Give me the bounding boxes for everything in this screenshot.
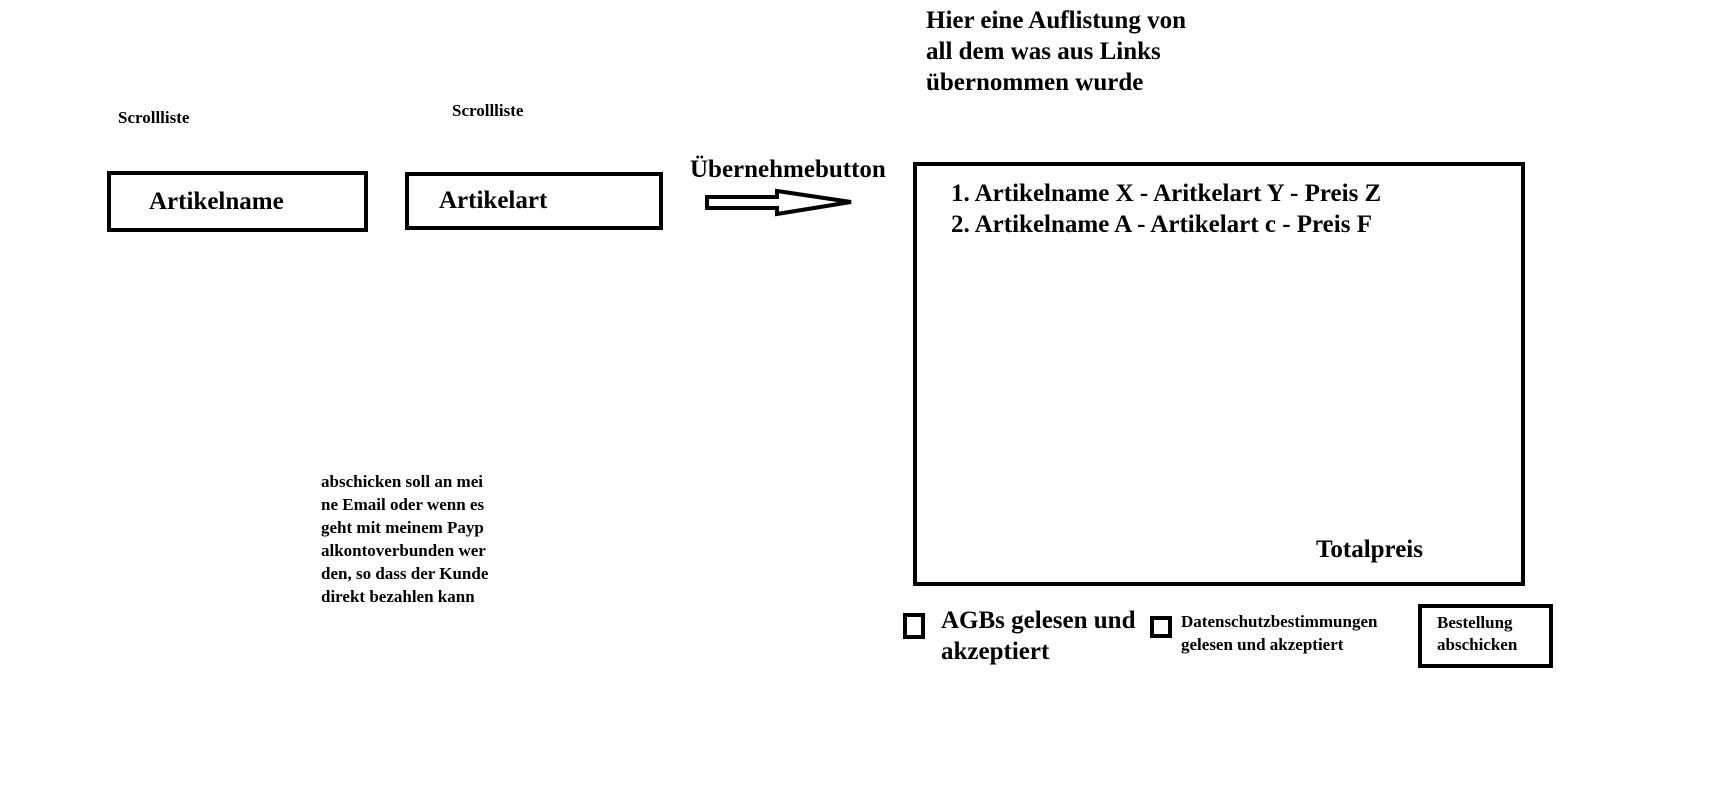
privacy-checkbox[interactable] — [1150, 616, 1172, 638]
scroll-list-label-articlename: Scrollliste — [118, 108, 190, 127]
list-item: 1. Artikelname X - Aritkelart Y - Preis Z — [951, 180, 1382, 207]
transfer-button[interactable] — [705, 188, 855, 218]
agb-checkbox-label: AGBs gelesen und akzeptiert — [941, 607, 1136, 665]
submit-order-button-label: Bestellung abschicken — [1437, 613, 1518, 654]
submission-note: abschicken soll an meine Email oder wenn es geht mit meinem Paypalkontoverbunden werden, so dass der Kunde direkt bezahlen kann — [321, 472, 489, 606]
overview-heading: Hier eine Auflistung von all dem was aus Links übernommen wurde — [926, 7, 1186, 96]
articlename-scroll-list[interactable] — [107, 171, 368, 232]
transfer-button-label: Übernehmebutton — [690, 156, 886, 183]
articlename-scroll-list-value: Artikelname — [149, 187, 284, 215]
right-arrow-icon — [705, 188, 855, 218]
scroll-list-label-articletype: Scrollliste — [452, 101, 524, 120]
list-item: 2. Artikelname A - Artikelart c - Preis F — [951, 211, 1372, 238]
privacy-checkbox-label: Datenschutzbestimmungen gelesen und akzeptiert — [1181, 612, 1378, 654]
articletype-scroll-list-value: Artikelart — [439, 187, 548, 214]
submit-order-button[interactable] — [1418, 604, 1553, 668]
selected-items-list — [951, 178, 1381, 240]
agb-checkbox[interactable] — [903, 613, 925, 639]
articletype-scroll-list[interactable] — [405, 172, 663, 230]
total-price-label: Totalpreis — [1316, 536, 1423, 563]
selected-items-panel — [913, 162, 1525, 586]
